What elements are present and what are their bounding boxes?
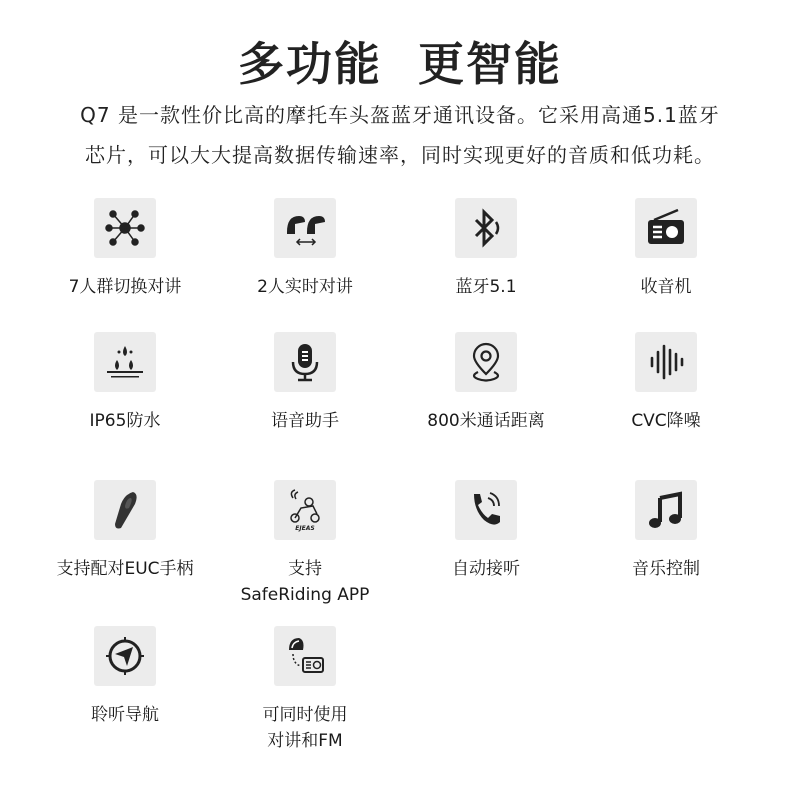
feature-label-line: 7人群切换对讲 — [68, 277, 182, 297]
sound-wave-icon — [635, 332, 697, 392]
feature-item — [576, 480, 756, 582]
radio-icon — [635, 198, 697, 258]
feature-label — [35, 274, 215, 300]
feature-label-line: 800米通话距离 — [427, 411, 545, 431]
feature-label-line: 自动接听 — [452, 559, 520, 579]
feature-label-line: 2人实时对讲 — [257, 277, 353, 297]
feature-label — [35, 556, 215, 582]
feature-label-line: 聆听导航 — [91, 705, 159, 725]
feature-item — [215, 198, 395, 300]
feature-label-line: 可同时使用 — [262, 705, 348, 725]
feature-label — [396, 556, 576, 582]
feature-label — [35, 408, 215, 434]
two-helmets-icon — [274, 198, 336, 258]
feature-item — [576, 198, 756, 300]
feature-label-line: 支持配对EUC手柄 — [56, 559, 194, 579]
feature-item — [396, 480, 576, 582]
feature-label-line: 支持 — [288, 559, 322, 579]
feature-label — [396, 408, 576, 434]
safe-riding-app-icon — [274, 480, 336, 540]
description-line-1: Q7 是一款性价比高的摩托车头盔蓝牙通讯设备。它采用高通5.1蓝牙 — [80, 103, 720, 127]
feature-item — [396, 198, 576, 300]
feature-item — [35, 626, 215, 728]
navigation-icon — [94, 626, 156, 686]
feature-label-line: IP65防水 — [89, 411, 161, 431]
feature-label-line: 语音助手 — [271, 411, 339, 431]
location-pin-icon — [455, 332, 517, 392]
feature-label-line: 音乐控制 — [632, 559, 700, 579]
music-note-icon — [635, 480, 697, 540]
remote-handle-icon — [94, 480, 156, 540]
feature-item — [215, 480, 395, 608]
page-title: 多功能 更智能 — [237, 37, 563, 91]
feature-label — [576, 556, 756, 582]
feature-label — [215, 702, 395, 754]
feature-label — [576, 408, 756, 434]
svg-text:EJEAS: EJEAS — [295, 525, 315, 532]
feature-label — [215, 274, 395, 300]
phone-call-icon — [455, 480, 517, 540]
waterproof-icon — [94, 332, 156, 392]
feature-item — [215, 332, 395, 434]
feature-item — [576, 332, 756, 434]
feature-item — [35, 480, 215, 582]
feature-label-line: CVC降噪 — [631, 411, 701, 431]
feature-label — [576, 274, 756, 300]
feature-label-line: 收音机 — [640, 277, 692, 297]
feature-item — [396, 332, 576, 434]
feature-item — [35, 332, 215, 434]
feature-label-line: 对讲和FM — [267, 731, 343, 751]
feature-label — [35, 702, 215, 728]
feature-label-line: 蓝牙5.1 — [455, 277, 517, 297]
feature-item — [35, 198, 215, 300]
feature-label — [215, 556, 395, 608]
feature-item — [215, 626, 395, 754]
helmet-radio-icon — [274, 626, 336, 686]
group-intercom-icon — [94, 198, 156, 258]
microphone-icon — [274, 332, 336, 392]
feature-label — [215, 408, 395, 434]
feature-label — [396, 274, 576, 300]
feature-label-line: SafeRiding APP — [240, 585, 370, 605]
description-line-2: 芯片，可以大大提高数据传输速率，同时实现更好的音质和低功耗。 — [85, 143, 715, 167]
bluetooth-icon — [455, 198, 517, 258]
